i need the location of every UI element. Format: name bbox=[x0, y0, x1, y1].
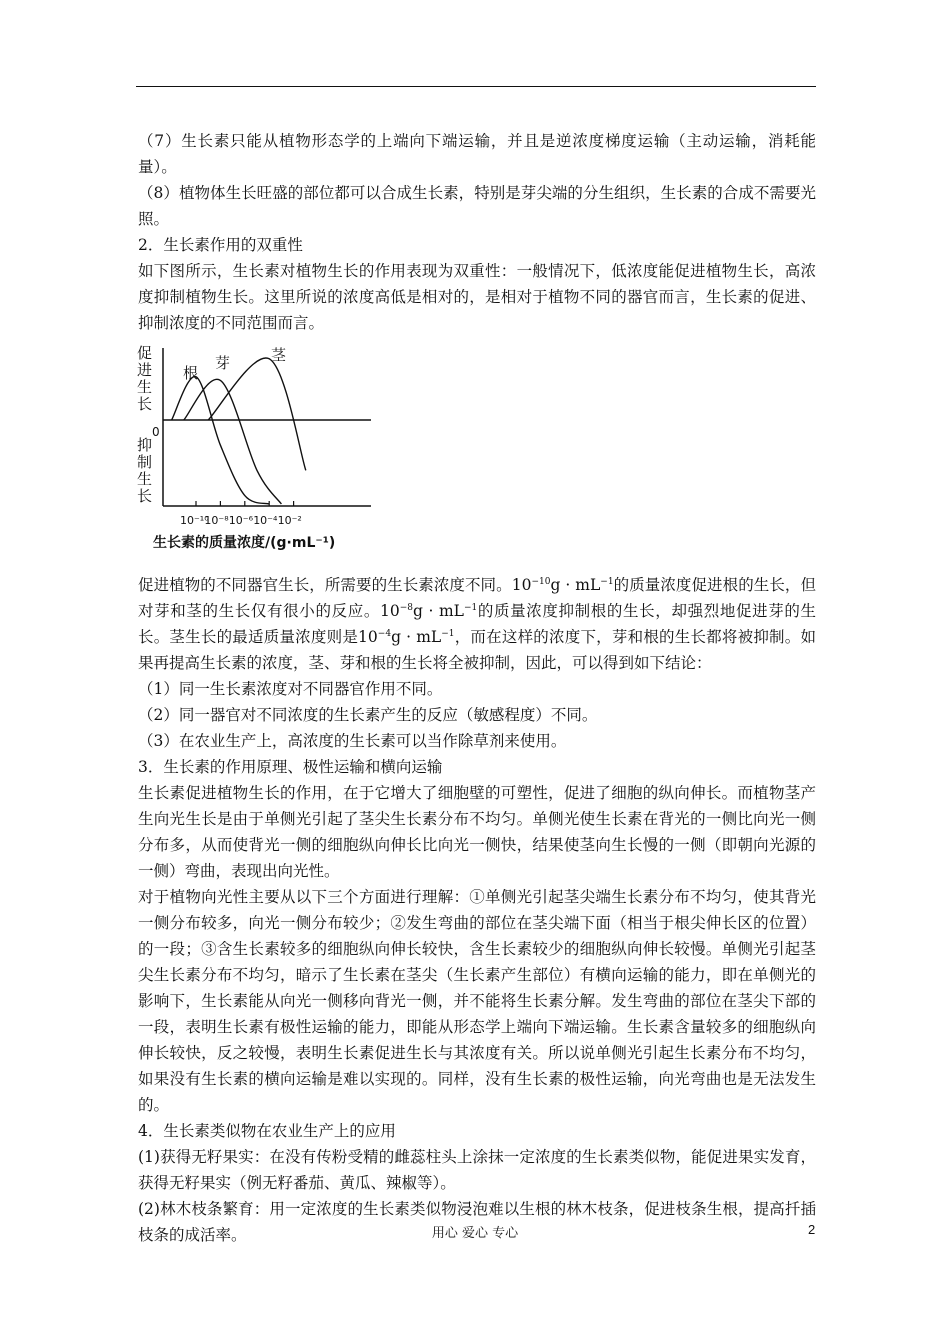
x-axis-label: 生长素的质量浓度/(g·mL⁻¹) bbox=[153, 535, 336, 551]
paragraph: 如下图所示，生长素对植物生长的作用表现为双重性：一般情况下，低浓度能促进植物生长，高浓度抑制植物生长。这里所说的浓度高低是相对的，是相对于植物不同的器官而言，生长素的促进、抑制浓度的不同范围而言。 bbox=[138, 262, 816, 332]
auxin-dual-effect-chart bbox=[133, 338, 383, 562]
page-footer: 用心 爱心 专心 bbox=[431, 1226, 519, 1241]
paragraph: (1)获得无籽果实：在没有传粉受精的雌蕊柱头上涂抹一定浓度的生长素类似物，能促进果实发育，获得无籽果实（例无籽番茄、黄瓜、辣椒等）。 bbox=[138, 1148, 816, 1192]
x-tick-label: 10⁻⁶ bbox=[228, 514, 254, 527]
conclusion-item: （2）同一器官对不同浓度的生长素产生的反应（敏感程度）不同。 bbox=[138, 706, 598, 724]
ylabel-promote: 促进生长 bbox=[137, 344, 153, 413]
zero-label: 0 bbox=[152, 425, 160, 439]
section-heading: 4．生长素类似物在农业生产上的应用 bbox=[138, 1122, 396, 1140]
section-heading: 2．生长素作用的双重性 bbox=[138, 236, 303, 254]
x-tick-label: 10⁻¹⁰ bbox=[180, 514, 209, 527]
x-tick-label: 10⁻² bbox=[277, 514, 302, 527]
paragraph: （7）生长素只能从植物形态学的上端向下端运输，并且是逆浓度梯度运输（主动运输，消耗能量）。 bbox=[138, 132, 816, 176]
conclusion-item: （1）同一生长素浓度对不同器官作用不同。 bbox=[138, 680, 443, 698]
conclusion-item: （3）在农业生产上，高浓度的生长素可以当作除草剂来使用。 bbox=[138, 732, 567, 750]
curve-label: 芽 bbox=[215, 354, 231, 372]
curve-芽 bbox=[184, 379, 282, 504]
header-rule bbox=[136, 86, 816, 87]
paragraph: （8）植物体生长旺盛的部位都可以合成生长素，特别是芽尖端的分生组织，生长素的合成不需要光照。 bbox=[138, 184, 816, 228]
curve-茎 bbox=[208, 358, 306, 470]
page-number: 2 bbox=[808, 1222, 816, 1237]
curve-根 bbox=[172, 376, 270, 504]
body-text-bottom bbox=[138, 572, 816, 1248]
x-tick-label: 10⁻⁴ bbox=[253, 514, 278, 527]
curve-label: 茎 bbox=[271, 346, 287, 364]
ylabel-inhibit: 抑制生长 bbox=[137, 436, 153, 505]
section-heading: 3．生长素的作用原理、极性运输和横向运输 bbox=[138, 758, 443, 776]
paragraph: 对于植物向光性主要从以下三个方面进行理解：①单侧光引起茎尖端生长素分布不均匀，使其背光一侧分布较多，向光一侧分布较少；②发生弯曲的部位在茎尖端下面（相当于根尖伸长区的位置）的一段；③含生长素较多的细胞纵向伸长较快，含生长素较少的细胞纵向伸长较慢。单侧光引起茎尖生长素分布不均匀，暗示了生长素在茎尖（生长素产生部位）有横向运输的能力，即在单侧光的影响下，生长素能从向光一侧移向背光一侧，并不能将生长素分解。发生弯曲的部位在茎尖下部的一段，表明生长素有极性运输的能力，即能从形态学上端向下端运输。生长素含量较多的细胞纵向伸长较快，反之较慢，表明生长素促进生长与其浓度有关。所以说单侧光引起生长素分布不均匀，如果没有生长素的横向运输是难以实现的。同样，没有生长素的极性运输，向光弯曲也是无法发生的。 bbox=[138, 888, 816, 1114]
x-tick-label: 10⁻⁸ bbox=[204, 514, 229, 527]
body-text-top bbox=[138, 128, 816, 336]
paragraph-concentration: 促进植物的不同器官生长，所需要的生长素浓度不同。$10^{-10}g \cdot mL^{-1}$的质量浓度促进根的生长，但对芽和茎的生长仅有很小的反应。$10^{-8}g \cdot mL^{-1}$的质量浓度抑制根的生长，却强烈地促进芽的生长。茎生长的最适质量浓度则是$10^{-4}g \cdot mL^{-1}$，而在这样的浓度下，芽和根的生长都将被抑制。如果再提高生长素的浓度，茎、芽和根的生长将全被抑制，因此，可以得到如下结论： bbox=[138, 576, 816, 672]
paragraph: (2)林木枝条繁育：用一定浓度的生长素类似物浸泡难以生根的林木枝条，促进枝条生根，提高扦插枝条的成活率。 bbox=[138, 1200, 816, 1244]
curve-label: 根 bbox=[183, 364, 199, 382]
paragraph: 生长素促进植物生长的作用，在于它增大了细胞壁的可塑性，促进了细胞的纵向伸长。而植物茎产生向光生长是由于单侧光引起了茎尖生长素分布不均匀。单侧光使生长素在背光的一侧比向光一侧分布多，从而使背光一侧的细胞纵向伸长比向光一侧快，结果使茎向生长慢的一侧（即朝向光源的一侧）弯曲，表现出向光性。 bbox=[138, 784, 816, 880]
